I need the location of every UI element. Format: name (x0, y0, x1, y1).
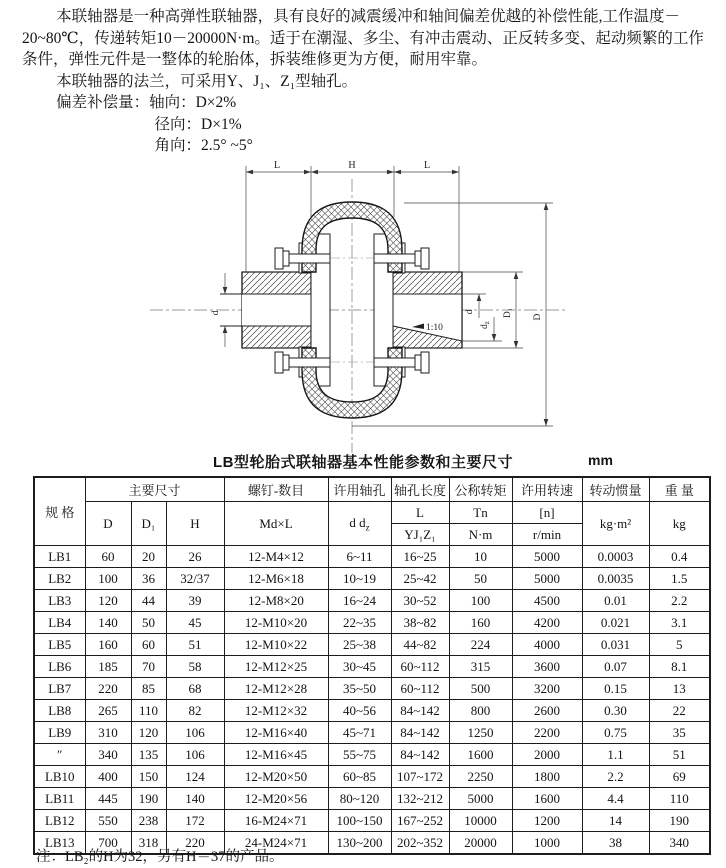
table-cell: 185 (85, 656, 131, 678)
table-cell: 5000 (512, 568, 582, 590)
table-cell: 10~19 (328, 568, 391, 590)
header-torque-sym: Tn (449, 502, 512, 524)
table-cell: 0.75 (582, 722, 649, 744)
table-cell: 550 (85, 810, 131, 832)
left-hub-bore (242, 294, 311, 326)
table-cell: 110 (131, 700, 166, 722)
table-cell: 265 (85, 700, 131, 722)
header-torque: 公称转矩 (449, 477, 512, 502)
table-cell: 0.0035 (582, 568, 649, 590)
spec-cell: LB6 (34, 656, 85, 678)
table-cell: 1.1 (582, 744, 649, 766)
table-cell: 500 (449, 678, 512, 700)
table-cell: 3600 (512, 656, 582, 678)
table-cell: 2.2 (649, 590, 710, 612)
header-inertia: 转动惯量 (582, 477, 649, 502)
header-main-dims: 主要尺寸 (85, 477, 224, 502)
table-cell: 14 (582, 810, 649, 832)
coupling-drawing-svg (0, 155, 726, 462)
table-cell: 190 (131, 788, 166, 810)
table-unit: mm (588, 452, 613, 468)
table-cell: 132~212 (391, 788, 449, 810)
table-cell: 100 (85, 568, 131, 590)
table-cell: 5 (649, 634, 710, 656)
spec-cell: LB3 (34, 590, 85, 612)
table-cell: 40~56 (328, 700, 391, 722)
table-cell: 5000 (449, 788, 512, 810)
table-row (34, 810, 710, 832)
taper-label: 1:10 (426, 323, 443, 333)
table-cell: 0.07 (582, 656, 649, 678)
table-cell: 310 (85, 722, 131, 744)
table-cell: 8.1 (649, 656, 710, 678)
table-cell: 124 (166, 766, 224, 788)
table-row (34, 612, 710, 634)
table-row (34, 656, 710, 678)
header-screws: 螺钉-数目 (224, 477, 328, 502)
table-cell: 106 (166, 744, 224, 766)
table-cell: 60~85 (328, 766, 391, 788)
table-cell: 1000 (512, 832, 582, 855)
table-cell: 82 (166, 700, 224, 722)
table-cell: 60~112 (391, 656, 449, 678)
table-cell: 2.2 (582, 766, 649, 788)
table-cell: 68 (166, 678, 224, 700)
table-cell: 13 (649, 678, 710, 700)
table-cell: 30~52 (391, 590, 449, 612)
table-cell: 36 (131, 568, 166, 590)
table-cell: 0.15 (582, 678, 649, 700)
table-body (34, 546, 710, 855)
header-speed-unit: r/min (512, 524, 582, 546)
table-cell: 60~112 (391, 678, 449, 700)
table-cell: 120 (131, 722, 166, 744)
spec-cell: LB8 (34, 700, 85, 722)
intro-text (22, 6, 706, 157)
table-cell: 220 (85, 678, 131, 700)
spec-cell: LB11 (34, 788, 85, 810)
table-cell: 39 (166, 590, 224, 612)
table-cell: 1600 (449, 744, 512, 766)
table-cell: 100 (449, 590, 512, 612)
table-row (34, 722, 710, 744)
table-cell: 150 (131, 766, 166, 788)
spec-cell: ″ (34, 744, 85, 766)
table-cell: 60 (85, 546, 131, 568)
header-speed: 许用转速 (512, 477, 582, 502)
header-spec: 规 格 (34, 477, 85, 546)
header-screws-sym: Md×L (224, 502, 328, 546)
table-title: LB型轮胎式联轴器基本性能参数和主要尺寸 (213, 454, 513, 471)
dim-label-d-left: d (211, 310, 221, 316)
table-row (34, 634, 710, 656)
table-cell: 25~42 (391, 568, 449, 590)
table-cell: 30~45 (328, 656, 391, 678)
table-cell: 1.5 (649, 568, 710, 590)
intro-paragraph-2: 本联轴器的法兰，可采用Y、J₁、Z₁型轴孔。 (56, 72, 358, 90)
spec-cell: LB7 (34, 678, 85, 700)
table-cell: 0.01 (582, 590, 649, 612)
table-cell: 220 (166, 832, 224, 855)
dim-label-d-right: d (465, 309, 475, 315)
table-cell: 202~352 (391, 832, 449, 855)
table-row (34, 766, 710, 788)
table-header (34, 477, 710, 546)
table-cell: 0.0003 (582, 546, 649, 568)
table-cell: 340 (85, 744, 131, 766)
table-cell: 38 (582, 832, 649, 855)
table-cell: 1600 (512, 788, 582, 810)
table-cell: 4500 (512, 590, 582, 612)
table-cell: 12-M10×22 (224, 634, 328, 656)
table-cell: 130~200 (328, 832, 391, 855)
table-cell: 55~75 (328, 744, 391, 766)
table-cell: 80~120 (328, 788, 391, 810)
table-cell: 1250 (449, 722, 512, 744)
table-cell: 2000 (512, 744, 582, 766)
header-H: H (166, 502, 224, 546)
table-cell: 106 (166, 722, 224, 744)
table-cell: 50 (131, 612, 166, 634)
table-cell: 120 (85, 590, 131, 612)
table-cell: 85 (131, 678, 166, 700)
header-speed-sym: [n] (512, 502, 582, 524)
table-cell: 20 (131, 546, 166, 568)
table-cell: 58 (166, 656, 224, 678)
table-cell: 25~38 (328, 634, 391, 656)
header-hole-sym: d $d_z$ (328, 502, 391, 546)
table-cell: 16~24 (328, 590, 391, 612)
table-cell: 167~252 (391, 810, 449, 832)
dim-label-L-right: L (423, 160, 431, 171)
spec-cell: LB9 (34, 722, 85, 744)
table-cell: 16~25 (391, 546, 449, 568)
table-cell: 10 (449, 546, 512, 568)
table-cell: 0.021 (582, 612, 649, 634)
table-cell: 4200 (512, 612, 582, 634)
header-hole-types: YJ₁Z₁ (391, 524, 449, 546)
dim-label-D1: D₁ (503, 307, 513, 319)
table-cell: 84~142 (391, 700, 449, 722)
header-D: D (85, 502, 131, 546)
table-cell: 318 (131, 832, 166, 855)
table-cell: 35~50 (328, 678, 391, 700)
table-cell: 160 (85, 634, 131, 656)
table-row (34, 568, 710, 590)
table-cell: 38~82 (391, 612, 449, 634)
dim-label-D: D (533, 313, 543, 321)
table-cell: 5000 (512, 546, 582, 568)
table-cell: 800 (449, 700, 512, 722)
table-cell: 44 (131, 590, 166, 612)
spec-cell: LB4 (34, 612, 85, 634)
table-cell: 32/37 (166, 568, 224, 590)
table-cell: 400 (85, 766, 131, 788)
footnote: 注：LB₂的H为32，另有H＝37的产品。 (36, 849, 284, 865)
table-cell: 140 (166, 788, 224, 810)
dim-label-dz: $d_z$ (480, 321, 491, 329)
table-cell: 50 (449, 568, 512, 590)
table-row (34, 700, 710, 722)
spec-cell: LB12 (34, 810, 85, 832)
header-hole-L: L (391, 502, 449, 524)
header-torque-unit: N·m (449, 524, 512, 546)
coupling-spec-table (33, 476, 711, 855)
table-cell: 0.30 (582, 700, 649, 722)
spec-cell: LB2 (34, 568, 85, 590)
header-weight-unit: kg (649, 502, 710, 546)
dim-label-H: H (348, 160, 356, 171)
table-cell: 12-M16×40 (224, 722, 328, 744)
table-cell: 6~11 (328, 546, 391, 568)
compensation-angular: 角向：2.5° ~5° (154, 137, 253, 154)
table-cell: 238 (131, 810, 166, 832)
table-cell: 172 (166, 810, 224, 832)
table-cell: 110 (649, 788, 710, 810)
table-cell: 160 (449, 612, 512, 634)
table-cell: 24-M24×71 (224, 832, 328, 855)
table-cell: 20000 (449, 832, 512, 855)
table-cell: 26 (166, 546, 224, 568)
header-weight: 重 量 (649, 477, 710, 502)
table-cell: 44~82 (391, 634, 449, 656)
table-cell: 340 (649, 832, 710, 855)
table-row (34, 590, 710, 612)
spec-cell: LB5 (34, 634, 85, 656)
table-cell: 224 (449, 634, 512, 656)
table-cell: 2250 (449, 766, 512, 788)
table-cell: 12-M12×28 (224, 678, 328, 700)
spec-cell: LB13 (34, 832, 85, 855)
table-cell: 12-M12×32 (224, 700, 328, 722)
table-cell: 12-M4×12 (224, 546, 328, 568)
table-cell: 3.1 (649, 612, 710, 634)
table-cell: 12-M12×25 (224, 656, 328, 678)
table-cell: 315 (449, 656, 512, 678)
table-cell: 4.4 (582, 788, 649, 810)
table-row (34, 678, 710, 700)
table-cell: 45~71 (328, 722, 391, 744)
table-cell: 84~142 (391, 744, 449, 766)
table-cell: 140 (85, 612, 131, 634)
table-cell: 4000 (512, 634, 582, 656)
compensation-axial: 偏差补偿量：轴向：D×2% (56, 94, 237, 111)
coupling-section-drawing (0, 155, 726, 462)
intro-paragraph-1: 本联轴器是一种高弹性联轴器，具有良好的减震缓冲和轴间偏差优越的补偿性能,工作温度－20~80℃，传递转矩10－20000N·m。适于在潮湿、多尘、有冲击震动、正反转多变、起动频繁的工作条件，弹性元件是一整体的轮胎体，拆装维修更为方便，耐用牢靠。 (22, 8, 704, 68)
header-allowed-hole: 许用轴孔 (328, 477, 391, 502)
spec-cell: LB1 (34, 546, 85, 568)
table-cell: 107~172 (391, 766, 449, 788)
table-row (34, 788, 710, 810)
table-cell: 445 (85, 788, 131, 810)
table-cell: 16-M24×71 (224, 810, 328, 832)
table-cell: 70 (131, 656, 166, 678)
header-D1: D₁ (131, 502, 166, 546)
table-cell: 12-M20×50 (224, 766, 328, 788)
table-row (34, 546, 710, 568)
table-cell: 22 (649, 700, 710, 722)
table-cell: 2200 (512, 722, 582, 744)
table-cell: 1800 (512, 766, 582, 788)
table-cell: 0.4 (649, 546, 710, 568)
table-cell: 12-M8×20 (224, 590, 328, 612)
table-cell: 84~142 (391, 722, 449, 744)
table-cell: 12-M6×18 (224, 568, 328, 590)
dim-label-L-left: L (273, 160, 281, 171)
table-cell: 12-M10×20 (224, 612, 328, 634)
table-row (34, 744, 710, 766)
table-title-row (0, 451, 726, 473)
table-cell: 69 (649, 766, 710, 788)
table-cell: 35 (649, 722, 710, 744)
table-cell: 190 (649, 810, 710, 832)
table-cell: 1200 (512, 810, 582, 832)
table-cell: 60 (131, 634, 166, 656)
table-cell: 45 (166, 612, 224, 634)
header-inertia-unit: kg·m² (582, 502, 649, 546)
spec-cell: LB10 (34, 766, 85, 788)
table-cell: 135 (131, 744, 166, 766)
table-cell: 3200 (512, 678, 582, 700)
table-cell: 0.031 (582, 634, 649, 656)
table-cell: 22~35 (328, 612, 391, 634)
compensation-radial: 径向：D×1% (154, 115, 242, 133)
table-cell: 700 (85, 832, 131, 855)
table-cell: 51 (649, 744, 710, 766)
table-cell: 12-M20×56 (224, 788, 328, 810)
table-cell: 2600 (512, 700, 582, 722)
table-cell: 12-M16×45 (224, 744, 328, 766)
table-cell: 100~150 (328, 810, 391, 832)
table-cell: 51 (166, 634, 224, 656)
header-hole-length: 轴孔长度 (391, 477, 449, 502)
table-cell: 10000 (449, 810, 512, 832)
